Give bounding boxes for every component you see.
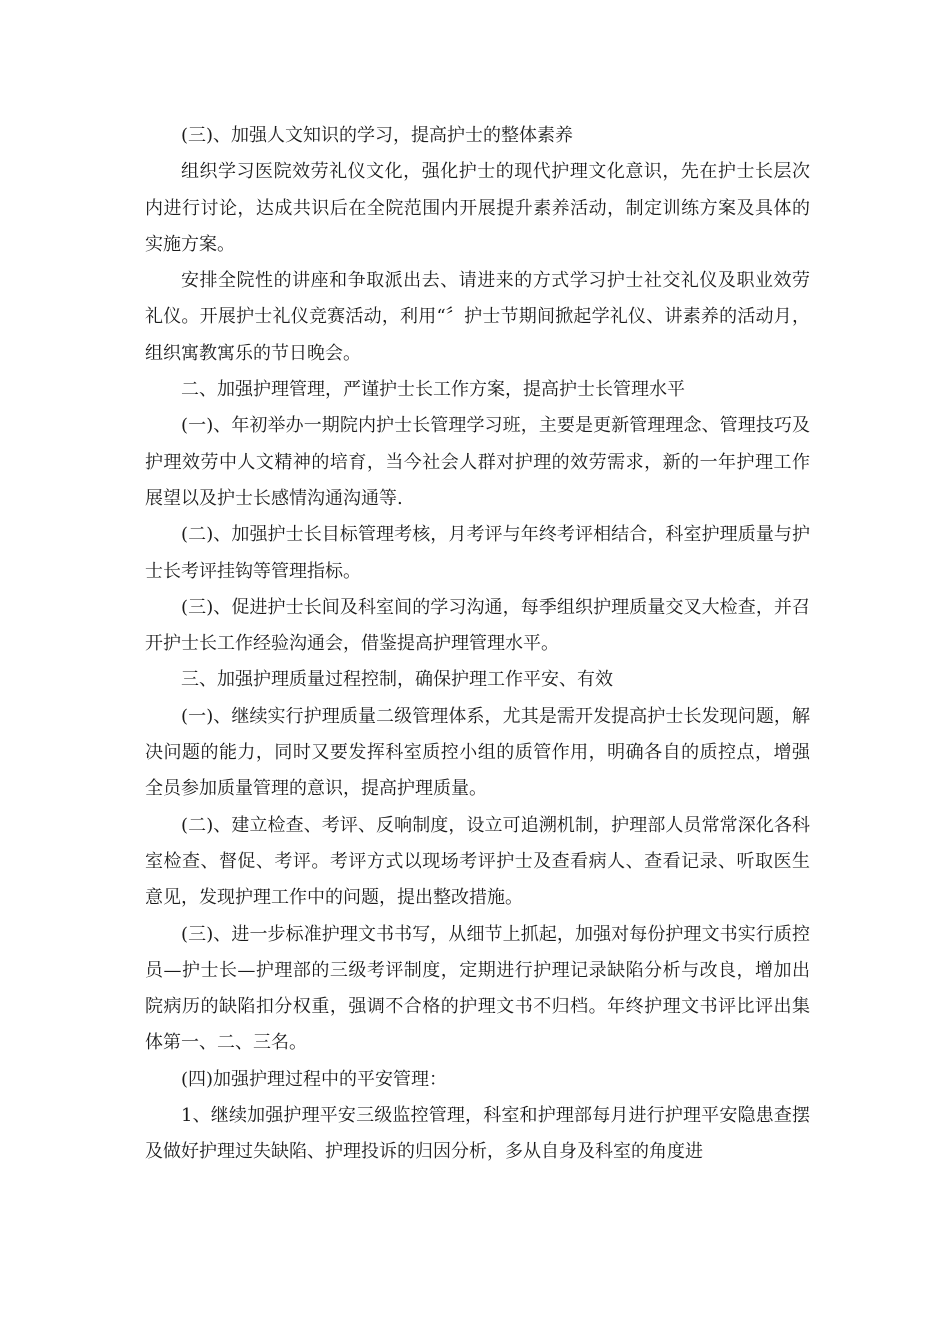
paragraph-section-heading: 三、加强护理质量过程控制，确保护理工作平安、有效 [181, 669, 613, 691]
paragraph: (一)、继续实行护理质量二级管理体系，尤其是需开发提高护士长发现问题，解决问题的能力，同时又要发挥科室质控小组的质管作用，明确各自的质控点，增强全员参加质量管理的意识，提高护理质量。 [145, 705, 810, 800]
paragraph: 安排全院性的讲座和争取派出去、请进来的方式学习护士社交礼仪及职业效劳礼仪。开展护士礼仪竞赛活动，利用“〞护士节期间掀起学礼仪、讲素养的活动月，组织寓教寓乐的节日晚会。 [145, 270, 810, 364]
paragraph: (三)、进一步标准护理文书书写，从细节上抓起，加强对每份护理文书实行质控员—护士长—护理部的三级考评制度，定期进行护理记录缺陷分析与改良，增加出院病历的缺陷扣分权重，强调不合格的护理文书不归档。年终护理文书评比评出集体第一、二、三名。 [145, 923, 810, 1054]
paragraph: (二)、加强护士长目标管理考核，月考评与年终考评相结合，科室护理质量与护士长考评挂钩等管理指标。 [145, 524, 810, 582]
paragraph-subheading: (四)加强护理过程中的平安管理： [181, 1068, 448, 1090]
paragraph: 1、继续加强护理平安三级监控管理，科室和护理部每月进行护理平安隐患查摆及做好护理过失缺陷、护理投诉的归因分析，多从自身及科室的角度进 [145, 1105, 810, 1163]
document-body [145, 118, 810, 1171]
paragraph: (三)、促进护士长间及科室间的学习沟通，每季组织护理质量交叉大检查，并召开护士长工作经验沟通会，借鉴提高护理管理水平。 [145, 596, 810, 655]
paragraph: (二)、建立检查、考评、反响制度，设立可追溯机制，护理部人员常常深化各科室检查、督促、考评。考评方式以现场考评护士及查看病人、查看记录、听取医生意见，发现护理工作中的问题，提出整改措施。 [145, 814, 810, 909]
paragraph: (一)、年初举办一期院内护士长管理学习班，主要是更新管理理念、管理技巧及护理效劳中人文精神的培育，当今社会人群对护理的效劳需求，新的一年护理工作展望以及护士长感情沟通沟通等. [145, 415, 810, 509]
paragraph: 组织学习医院效劳礼仪文化，强化护士的现代护理文化意识，先在护士长层次内进行讨论，达成共识后在全院范围内开展提升素养活动，制定训练方案及具体的实施方案。 [145, 161, 810, 255]
paragraph-section-heading: 二、加强护理管理，严谨护士长工作方案，提高护士长管理水平 [181, 379, 685, 401]
paragraph-section-3-heading: (三)、加强人文知识的学习，提高护士的整体素养 [181, 125, 574, 146]
